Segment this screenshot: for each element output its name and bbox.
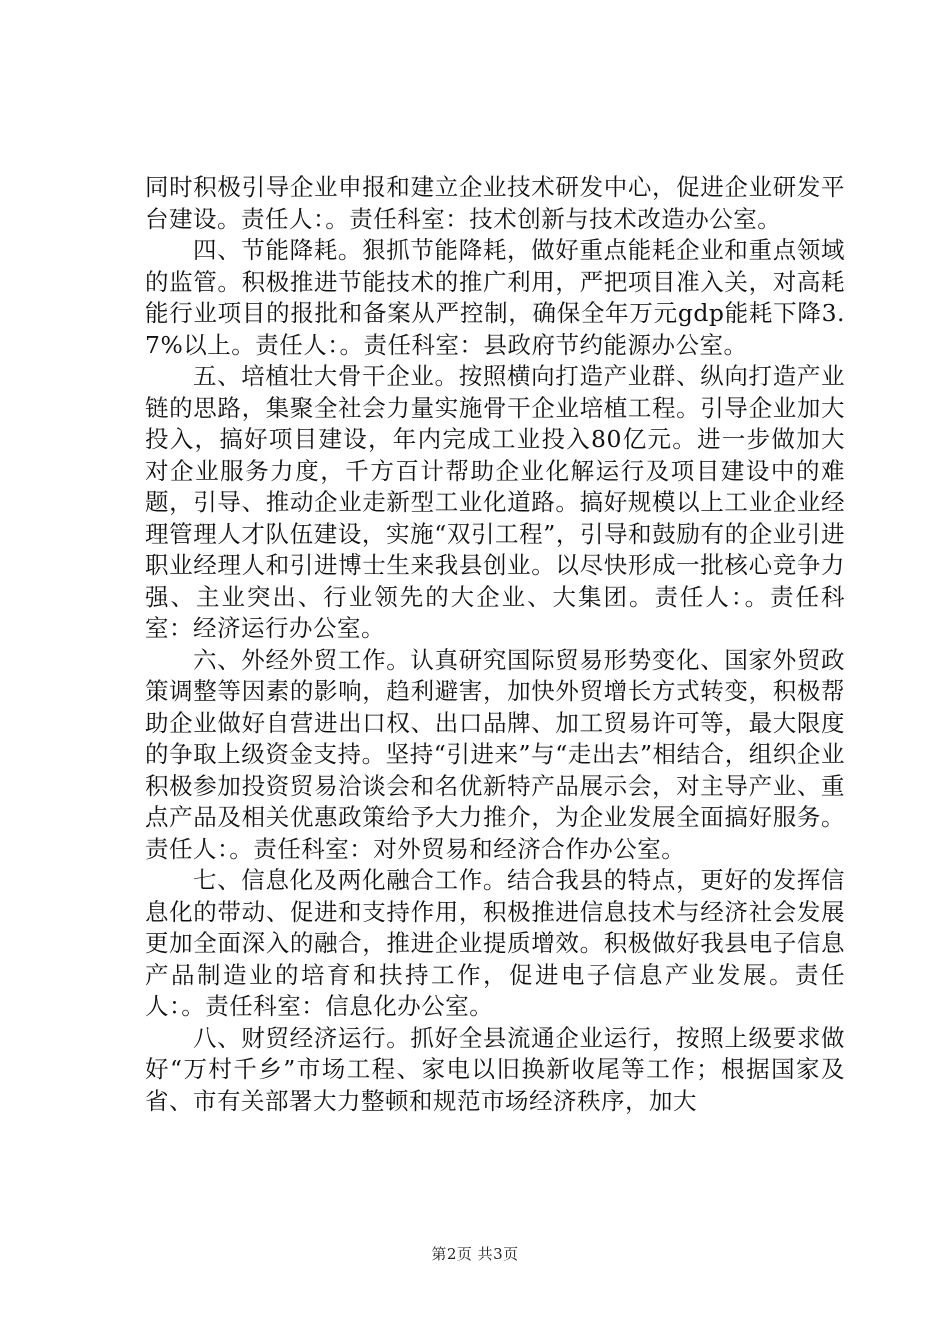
document-body bbox=[145, 172, 845, 1117]
paragraph-foreign-trade: 六、外经外贸工作。认真研究国际贸易形势变化、国家外贸政策调整等因素的影响，趋利避害，加快外贸增长方式转变，积极帮助企业做好自营进出口权、出口品牌、加工贸易许可等，最大限度的争取上级资金支持。坚持“引进来”与“走出去”相结合，组织企业积极参加投资贸易洽谈会和名优新特产品展示会，对主导产业、重点产品及相关优惠政策给予大力推介，为企业发展全面搞好服务。责任人：。责任科室：对外贸易和经济合作办公室。 bbox=[145, 645, 845, 863]
paragraph-continuation: 同时积极引导企业申报和建立企业技术研发中心，促进企业研发平台建设。责任人：。责任科室：技术创新与技术改造办公室。 bbox=[145, 173, 845, 233]
paragraph-backbone-enterprises: 五、培植壮大骨干企业。按照横向打造产业群、纵向打造产业链的思路，集聚全社会力量实施骨干企业培植工程。引导企业加大投入，搞好项目建设，年内完成工业投入80亿元。进一步做加大对企业服务力度，千方百计帮助企业化解运行及项目建设中的难题，引导、推动企业走新型工业化道路。搞好规模以上工业企业经理管理人才队伍建设，实施“双引工程”，引导和鼓励有的企业引进职业经理人和引进博士生来我县创业。以尽快形成一批核心竞争力强、主业突出、行业领先的大企业、大集团。责任人：。责任科室：经济运行办公室。 bbox=[145, 362, 845, 642]
paragraph-informatization: 七、信息化及两化融合工作。结合我县的特点，更好的发挥信息化的带动、促进和支持作用，积极推进信息技术与经济社会发展更加全面深入的融合，推进企业提质增效。积极做好我县电子信息产品制造业的培育和扶持工作，促进电子信息产业发展。责任人：。责任科室：信息化办公室。 bbox=[145, 866, 845, 1020]
page-number-footer: 第2页 共3页 bbox=[431, 1245, 519, 1263]
paragraph-energy-saving: 四、节能降耗。狠抓节能降耗，做好重点能耗企业和重点领域的监管。积极推进节能技术的推广利用，严把项目准入关，对高耗能行业项目的报批和备案从严控制，确保全年万元gdp能耗下降3.7%以上。责任人：。责任科室：县政府节约能源办公室。 bbox=[145, 236, 845, 359]
paragraph-finance-trade: 八、财贸经济运行。抓好全县流通企业运行，按照上级要求做好“万村千乡”市场工程、家电以旧换新收尾等工作；根据国家及省、市有关部署大力整顿和规范市场经济秩序，加大 bbox=[145, 1023, 845, 1115]
